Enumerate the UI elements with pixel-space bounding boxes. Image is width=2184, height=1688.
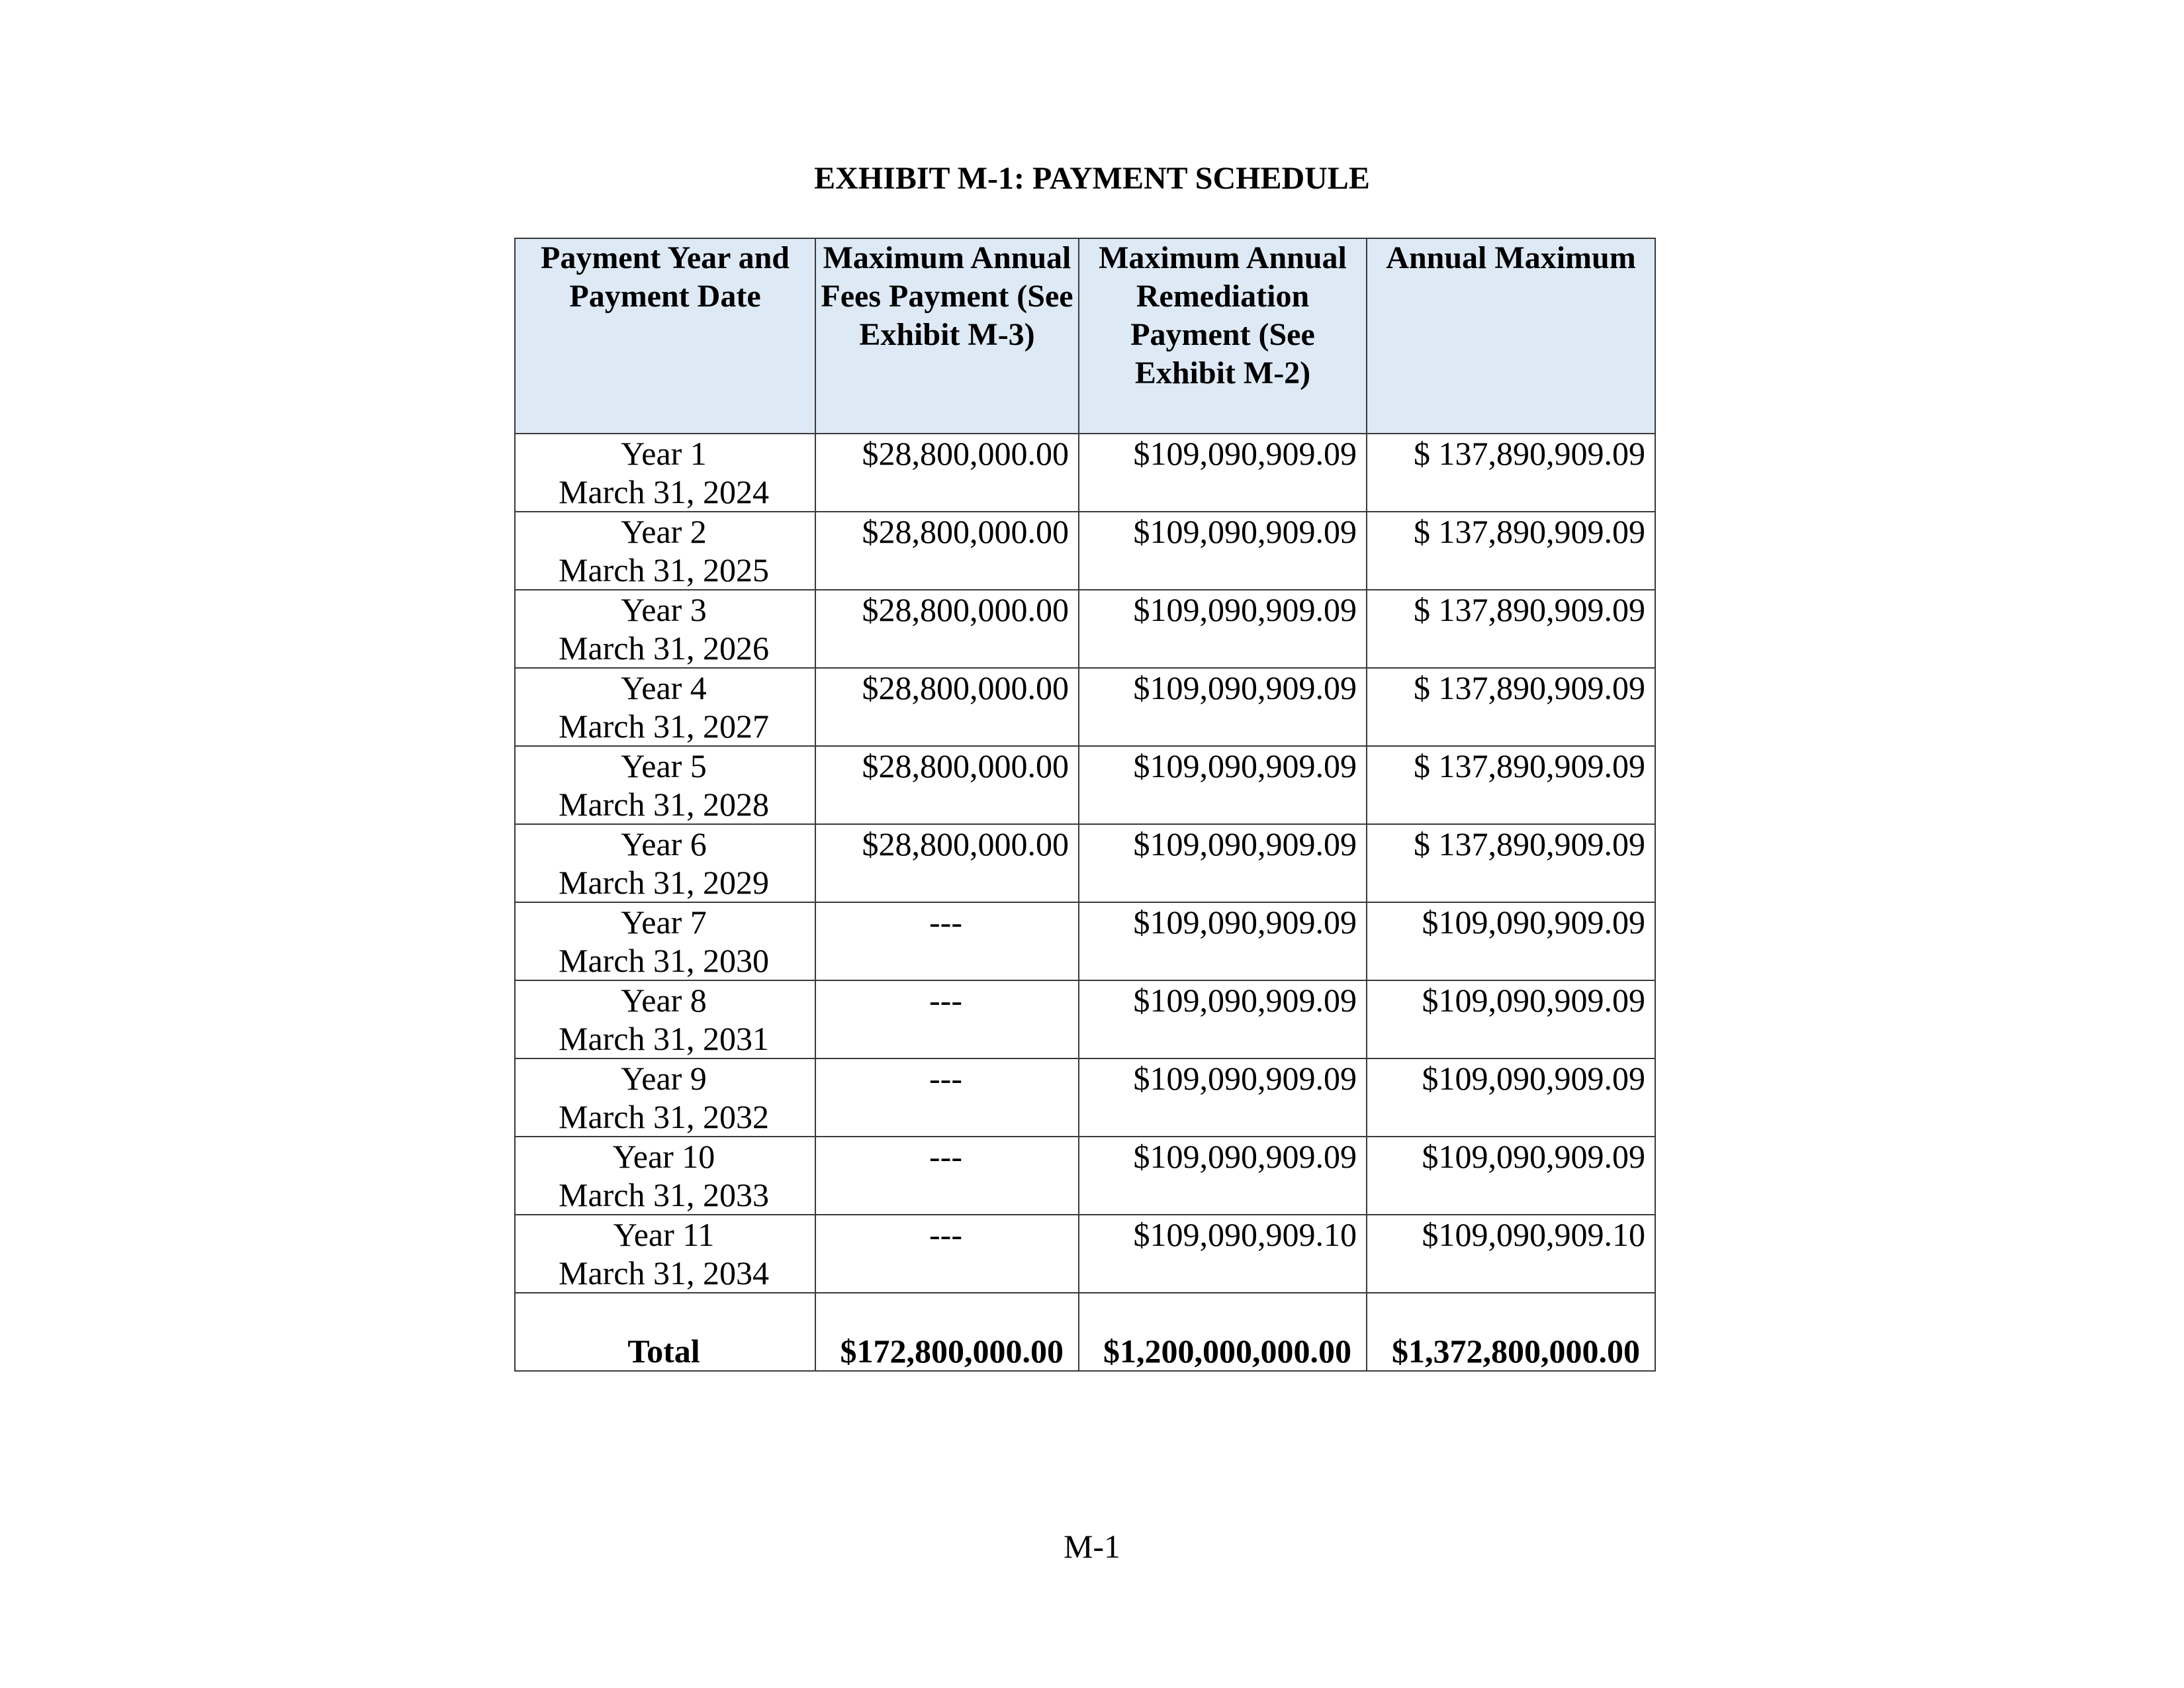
remediation-payment-cell: $109,090,909.09 bbox=[1079, 512, 1367, 590]
payment-year-cell bbox=[515, 902, 815, 980]
payment-year-cell bbox=[515, 590, 815, 668]
fees-payment-cell: $28,800,000.00 bbox=[815, 668, 1079, 746]
remediation-payment-cell: $109,090,909.10 bbox=[1079, 1215, 1367, 1293]
annual-maximum-cell: $ 137,890,909.09 bbox=[1367, 590, 1655, 668]
fees-payment-cell: $28,800,000.00 bbox=[815, 746, 1079, 824]
payment-schedule-table bbox=[514, 238, 1656, 1372]
column-header-remediation: Maximum Annual Remediation Payment (See Exhibit M-2) bbox=[1079, 238, 1367, 434]
payment-year: Year 9 bbox=[621, 1060, 707, 1097]
payment-date: March 31, 2034 bbox=[559, 1254, 769, 1291]
remediation-payment-cell: $109,090,909.09 bbox=[1079, 902, 1367, 980]
payment-year: Year 11 bbox=[613, 1216, 715, 1253]
payment-year-cell bbox=[515, 434, 815, 512]
annual-maximum-cell: $109,090,909.09 bbox=[1367, 980, 1655, 1058]
remediation-payment-cell: $109,090,909.09 bbox=[1079, 590, 1367, 668]
total-annual-maximum-cell: $1,372,800,000.00 bbox=[1367, 1293, 1655, 1371]
fees-payment-cell: $28,800,000.00 bbox=[815, 512, 1079, 590]
fees-payment-cell: --- bbox=[815, 1215, 1079, 1293]
annual-maximum-cell: $109,090,909.10 bbox=[1367, 1215, 1655, 1293]
payment-year: Year 1 bbox=[621, 435, 707, 472]
table-row bbox=[515, 434, 1655, 512]
payment-year-cell bbox=[515, 980, 815, 1058]
page-title: EXHIBIT M-1: PAYMENT SCHEDULE bbox=[814, 161, 1370, 196]
payment-year: Year 4 bbox=[621, 669, 707, 706]
annual-maximum-cell: $109,090,909.09 bbox=[1367, 902, 1655, 980]
table-row bbox=[515, 902, 1655, 980]
payment-year: Year 10 bbox=[612, 1138, 715, 1175]
payment-date: March 31, 2029 bbox=[559, 864, 769, 901]
payment-year-cell bbox=[515, 668, 815, 746]
payment-year: Year 8 bbox=[621, 982, 707, 1019]
payment-year: Year 5 bbox=[621, 747, 707, 784]
annual-maximum-cell: $ 137,890,909.09 bbox=[1367, 746, 1655, 824]
fees-payment-cell: $28,800,000.00 bbox=[815, 590, 1079, 668]
payment-date: March 31, 2025 bbox=[559, 551, 769, 588]
table-row bbox=[515, 980, 1655, 1058]
payment-year-cell bbox=[515, 746, 815, 824]
payment-date: March 31, 2028 bbox=[559, 786, 769, 823]
fees-payment-cell: --- bbox=[815, 1058, 1079, 1137]
remediation-payment-cell: $109,090,909.09 bbox=[1079, 746, 1367, 824]
table-row bbox=[515, 668, 1655, 746]
annual-maximum-cell: $ 137,890,909.09 bbox=[1367, 668, 1655, 746]
remediation-payment-cell: $109,090,909.09 bbox=[1079, 1058, 1367, 1137]
annual-maximum-cell: $ 137,890,909.09 bbox=[1367, 434, 1655, 512]
payment-year: Year 3 bbox=[621, 591, 707, 628]
payment-year-cell bbox=[515, 1058, 815, 1137]
table-row bbox=[515, 512, 1655, 590]
annual-maximum-cell: $109,090,909.09 bbox=[1367, 1137, 1655, 1215]
remediation-payment-cell: $109,090,909.09 bbox=[1079, 434, 1367, 512]
annual-maximum-cell: $109,090,909.09 bbox=[1367, 1058, 1655, 1137]
table-total-row bbox=[515, 1293, 1655, 1371]
column-header-fees: Maximum Annual Fees Payment (See Exhibit M-3) bbox=[815, 238, 1079, 434]
table-header-row bbox=[515, 238, 1655, 434]
column-header-annual-maximum: Annual Maximum bbox=[1367, 238, 1655, 434]
payment-year-cell bbox=[515, 824, 815, 902]
payment-date: March 31, 2024 bbox=[559, 473, 769, 510]
payment-date: March 31, 2033 bbox=[559, 1176, 769, 1213]
total-remediation-cell: $1,200,000,000.00 bbox=[1079, 1293, 1367, 1371]
remediation-payment-cell: $109,090,909.09 bbox=[1079, 1137, 1367, 1215]
total-label: Total bbox=[515, 1293, 815, 1371]
remediation-payment-cell: $109,090,909.09 bbox=[1079, 668, 1367, 746]
payment-year: Year 6 bbox=[621, 825, 707, 863]
fees-payment-cell: $28,800,000.00 bbox=[815, 824, 1079, 902]
table-row bbox=[515, 590, 1655, 668]
fees-payment-cell: --- bbox=[815, 902, 1079, 980]
payment-date: March 31, 2031 bbox=[559, 1020, 769, 1057]
fees-payment-cell: --- bbox=[815, 980, 1079, 1058]
table-row bbox=[515, 824, 1655, 902]
payment-year-cell bbox=[515, 1137, 815, 1215]
payment-date: March 31, 2026 bbox=[559, 630, 769, 667]
page-number: M-1 bbox=[1063, 1528, 1121, 1565]
total-fees-cell: $172,800,000.00 bbox=[815, 1293, 1079, 1371]
table-row bbox=[515, 1137, 1655, 1215]
table-row bbox=[515, 1058, 1655, 1137]
payment-year-cell bbox=[515, 1215, 815, 1293]
table-row bbox=[515, 1215, 1655, 1293]
payment-date: March 31, 2030 bbox=[559, 942, 769, 979]
annual-maximum-cell: $ 137,890,909.09 bbox=[1367, 824, 1655, 902]
payment-year: Year 7 bbox=[621, 904, 707, 941]
table-row bbox=[515, 746, 1655, 824]
remediation-payment-cell: $109,090,909.09 bbox=[1079, 824, 1367, 902]
annual-maximum-cell: $ 137,890,909.09 bbox=[1367, 512, 1655, 590]
fees-payment-cell: $28,800,000.00 bbox=[815, 434, 1079, 512]
payment-year-cell bbox=[515, 512, 815, 590]
remediation-payment-cell: $109,090,909.09 bbox=[1079, 980, 1367, 1058]
payment-date: March 31, 2027 bbox=[559, 708, 769, 745]
column-header-year: Payment Year and Payment Date bbox=[515, 238, 815, 434]
payment-date: March 31, 2032 bbox=[559, 1098, 769, 1135]
fees-payment-cell: --- bbox=[815, 1137, 1079, 1215]
payment-year: Year 2 bbox=[621, 513, 707, 550]
